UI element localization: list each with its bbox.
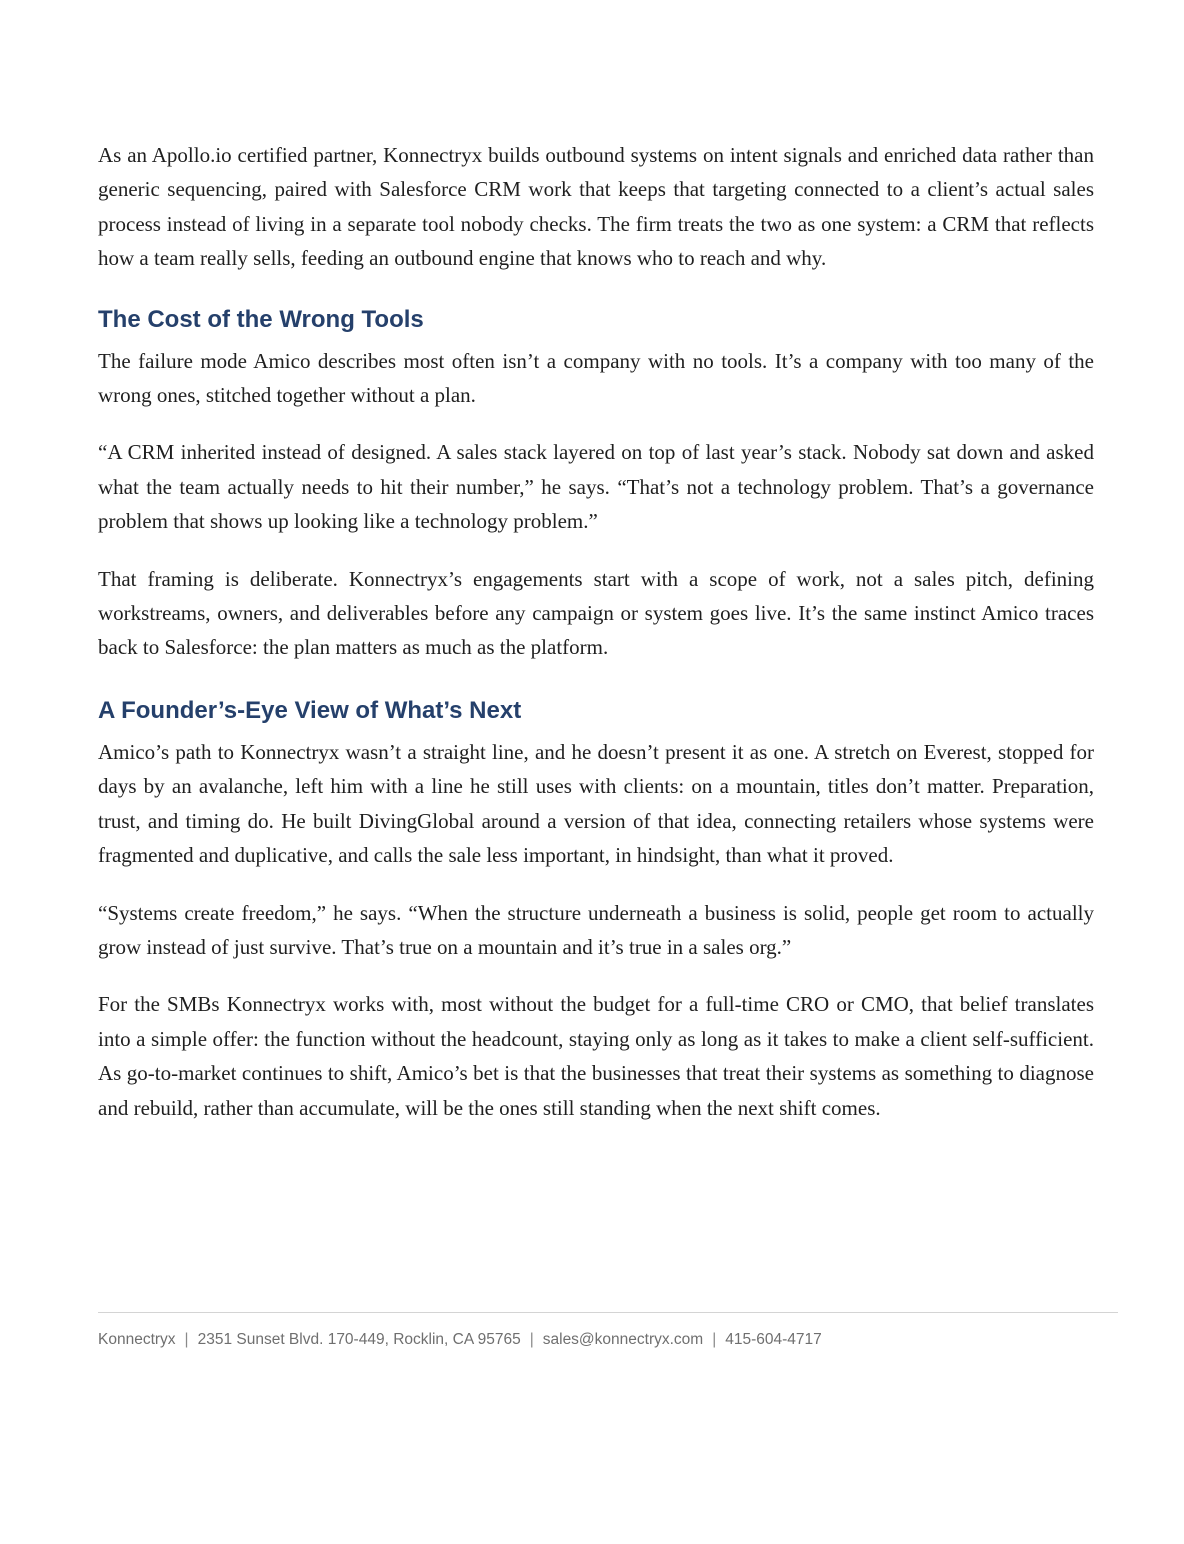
article-body bbox=[98, 138, 1094, 1148]
footer-address: 2351 Sunset Blvd. 170-449, Rocklin, CA 95765 bbox=[197, 1331, 521, 1348]
quote-paragraph: “A CRM inherited instead of designed. A sales stack layered on top of last year’s stack. Nobody sat down and asked what the team actually needs to hit their number,” he says. “That’s not a technology problem. That’s a governance problem that shows up looking like a technology problem.” bbox=[98, 440, 1094, 534]
body-paragraph: Amico’s path to Konnectryx wasn’t a straight line, and he doesn’t present it as one. A stretch on Everest, stopped for days by an avalanche, left him with a line he still uses with clients: on a mountain, titles don’t matter. Preparation, trust, and timing do. He built DivingGlobal around a version of that idea, connecting retailers whose systems were fragmented and duplicative, and calls the sale less important, in hindsight, than what it proved. bbox=[98, 739, 1094, 868]
body-paragraph: That framing is deliberate. Konnectryx’s engagements start with a scope of work, not a sales pitch, defining workstreams, owners, and deliverables before any campaign or system goes live. It’s the same instinct Amico traces back to Salesforce: the plan matters as much as the platform. bbox=[98, 566, 1094, 660]
section-heading-founders-eye-view: A Founder’s-Eye View of What’s Next bbox=[98, 696, 522, 724]
intro-paragraph: As an Apollo.io certified partner, Konnectryx builds outbound systems on intent signals and enriched data rather than generic sequencing, paired with Salesforce CRM work that keeps that targeting connected to a client’s actual sales process instead of living in a separate tool nobody checks. The firm treats the two as one system: a CRM that reflects how a team really sells, feeding an outbound engine that knows who to reach and why. bbox=[98, 143, 1094, 271]
footer-separator: | bbox=[712, 1331, 717, 1348]
footer-email-link[interactable]: sales@konnectryx.com bbox=[542, 1331, 704, 1348]
page-footer bbox=[98, 1331, 822, 1349]
footer-phone: 415-604-4717 bbox=[725, 1331, 822, 1348]
closing-paragraph: For the SMBs Konnectryx works with, most without the budget for a full-time CRO or CMO, that belief translates into a simple offer: the function without the headcount, staying only as long as it takes to make a client self-sufficient. As go-to-market continues to shift, Amico’s bet is that the businesses that treat their systems as something to diagnose and rebuild, rather than accumulate, will be the ones still standing when the next shift comes. bbox=[98, 992, 1094, 1120]
quote-paragraph: “Systems create freedom,” he says. “When the structure underneath a business is solid, people get room to actually grow instead of just survive. That’s true on a mountain and it’s true in a sales org.” bbox=[98, 900, 1094, 959]
footer-separator: | bbox=[529, 1331, 534, 1348]
footer-company: Konnectryx bbox=[98, 1331, 176, 1348]
section-heading-cost-of-wrong-tools: The Cost of the Wrong Tools bbox=[98, 305, 424, 333]
footer-separator: | bbox=[184, 1331, 189, 1348]
footer-divider bbox=[98, 1312, 1118, 1313]
body-paragraph: The failure mode Amico describes most often isn’t a company with no tools. It’s a company with too many of the wrong ones, stitched together without a plan. bbox=[98, 348, 1094, 408]
